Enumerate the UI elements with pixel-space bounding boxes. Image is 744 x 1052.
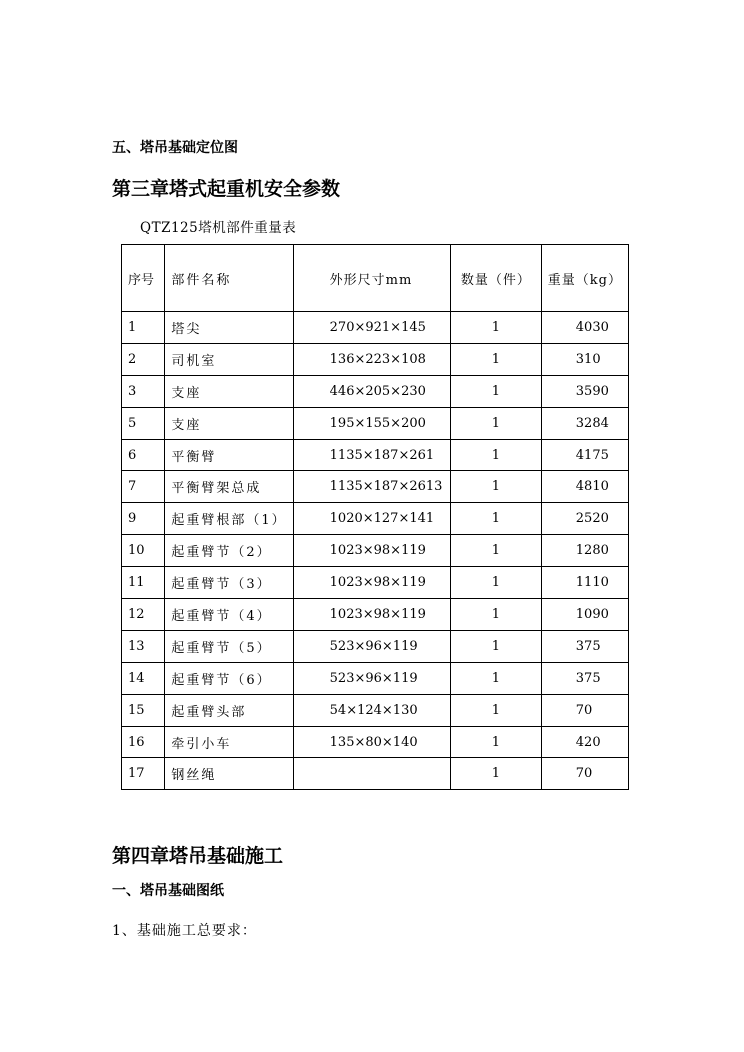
section-heading-foundation-layout: 五、塔吊基础定位图	[112, 140, 238, 156]
cell-quantity: 1	[451, 503, 542, 535]
header-quantity: 数量（件）	[451, 245, 542, 312]
cell-quantity: 1	[451, 694, 542, 726]
cell-weight: 4175	[541, 439, 628, 471]
table-header-row	[122, 245, 629, 312]
cell-quantity: 1	[451, 567, 542, 599]
cell-weight: 2520	[541, 503, 628, 535]
cell-dimensions: 1023×98×119	[293, 567, 450, 599]
cell-index: 9	[122, 503, 165, 535]
cell-index: 5	[122, 407, 165, 439]
cell-weight: 420	[541, 726, 628, 758]
cell-index: 14	[122, 662, 165, 694]
table-row	[122, 567, 629, 599]
cell-index: 12	[122, 599, 165, 631]
cell-name: 塔尖	[165, 312, 293, 344]
cell-name: 牵引小车	[165, 726, 293, 758]
chapter-four-title: 第四章塔吊基础施工	[112, 845, 284, 867]
table-row	[122, 471, 629, 503]
cell-name: 起重臂节（2）	[165, 535, 293, 567]
cell-quantity: 1	[451, 407, 542, 439]
cell-dimensions: 1135×187×261	[293, 439, 450, 471]
table-row	[122, 662, 629, 694]
cell-name: 平衡臂架总成	[165, 471, 293, 503]
cell-dimensions: 136×223×108	[293, 343, 450, 375]
cell-weight: 4810	[541, 471, 628, 503]
cell-weight: 70	[541, 694, 628, 726]
cell-dimensions: 54×124×130	[293, 694, 450, 726]
table-row	[122, 694, 629, 726]
cell-index: 15	[122, 694, 165, 726]
table-row	[122, 758, 629, 790]
chapter-three-title: 第三章塔式起重机安全参数	[112, 178, 341, 200]
table-row	[122, 535, 629, 567]
table-row	[122, 439, 629, 471]
cell-quantity: 1	[451, 312, 542, 344]
table-row	[122, 407, 629, 439]
cell-name: 起重臂头部	[165, 694, 293, 726]
cell-dimensions: 446×205×230	[293, 375, 450, 407]
cell-dimensions: 135×80×140	[293, 726, 450, 758]
cell-index: 2	[122, 343, 165, 375]
header-index: 序号	[122, 245, 165, 312]
cell-quantity: 1	[451, 471, 542, 503]
table-row	[122, 630, 629, 662]
subsection-heading-drawings: 一、塔吊基础图纸	[112, 883, 224, 899]
cell-dimensions: 1023×98×119	[293, 535, 450, 567]
cell-index: 6	[122, 439, 165, 471]
cell-dimensions: 523×96×119	[293, 662, 450, 694]
cell-quantity: 1	[451, 439, 542, 471]
table-row	[122, 343, 629, 375]
cell-quantity: 1	[451, 535, 542, 567]
cell-dimensions: 1023×98×119	[293, 599, 450, 631]
cell-quantity: 1	[451, 375, 542, 407]
cell-quantity: 1	[451, 726, 542, 758]
cell-weight: 4030	[541, 312, 628, 344]
cell-dimensions: 1020×127×141	[293, 503, 450, 535]
cell-weight: 375	[541, 662, 628, 694]
header-dimensions: 外形尺寸mm	[293, 245, 450, 312]
paragraph-general-requirements: 1、基础施工总要求：	[112, 923, 257, 939]
cell-dimensions: 523×96×119	[293, 630, 450, 662]
cell-name: 起重臂节（5）	[165, 630, 293, 662]
cell-name: 支座	[165, 375, 293, 407]
cell-quantity: 1	[451, 758, 542, 790]
cell-index: 11	[122, 567, 165, 599]
cell-weight: 70	[541, 758, 628, 790]
table-row	[122, 503, 629, 535]
cell-index: 13	[122, 630, 165, 662]
cell-index: 7	[122, 471, 165, 503]
table-row	[122, 375, 629, 407]
cell-dimensions: 270×921×145	[293, 312, 450, 344]
cell-weight: 1110	[541, 567, 628, 599]
cell-dimensions: 1135×187×2613	[293, 471, 450, 503]
cell-weight: 1090	[541, 599, 628, 631]
cell-name: 司机室	[165, 343, 293, 375]
cell-name: 平衡臂	[165, 439, 293, 471]
cell-quantity: 1	[451, 630, 542, 662]
table-row	[122, 726, 629, 758]
cell-weight: 310	[541, 343, 628, 375]
cell-weight: 3590	[541, 375, 628, 407]
cell-quantity: 1	[451, 343, 542, 375]
table-caption: QTZ125塔机部件重量表	[140, 220, 297, 236]
cell-name: 起重臂节（6）	[165, 662, 293, 694]
cell-index: 1	[122, 312, 165, 344]
cell-quantity: 1	[451, 662, 542, 694]
cell-name: 起重臂节（4）	[165, 599, 293, 631]
header-name: 部件名称	[165, 245, 293, 312]
cell-name: 起重臂节（3）	[165, 567, 293, 599]
cell-index: 16	[122, 726, 165, 758]
table-row	[122, 312, 629, 344]
cell-weight: 3284	[541, 407, 628, 439]
cell-weight: 375	[541, 630, 628, 662]
cell-weight: 1280	[541, 535, 628, 567]
cell-index: 3	[122, 375, 165, 407]
header-weight: 重量（kg）	[541, 245, 628, 312]
cell-name: 钢丝绳	[165, 758, 293, 790]
cell-name: 起重臂根部（1）	[165, 503, 293, 535]
table-body	[122, 312, 629, 790]
table-row	[122, 599, 629, 631]
parts-weight-table	[121, 244, 629, 790]
cell-index: 10	[122, 535, 165, 567]
cell-dimensions: 195×155×200	[293, 407, 450, 439]
cell-name: 支座	[165, 407, 293, 439]
cell-dimensions	[293, 758, 450, 790]
cell-index: 17	[122, 758, 165, 790]
cell-quantity: 1	[451, 599, 542, 631]
